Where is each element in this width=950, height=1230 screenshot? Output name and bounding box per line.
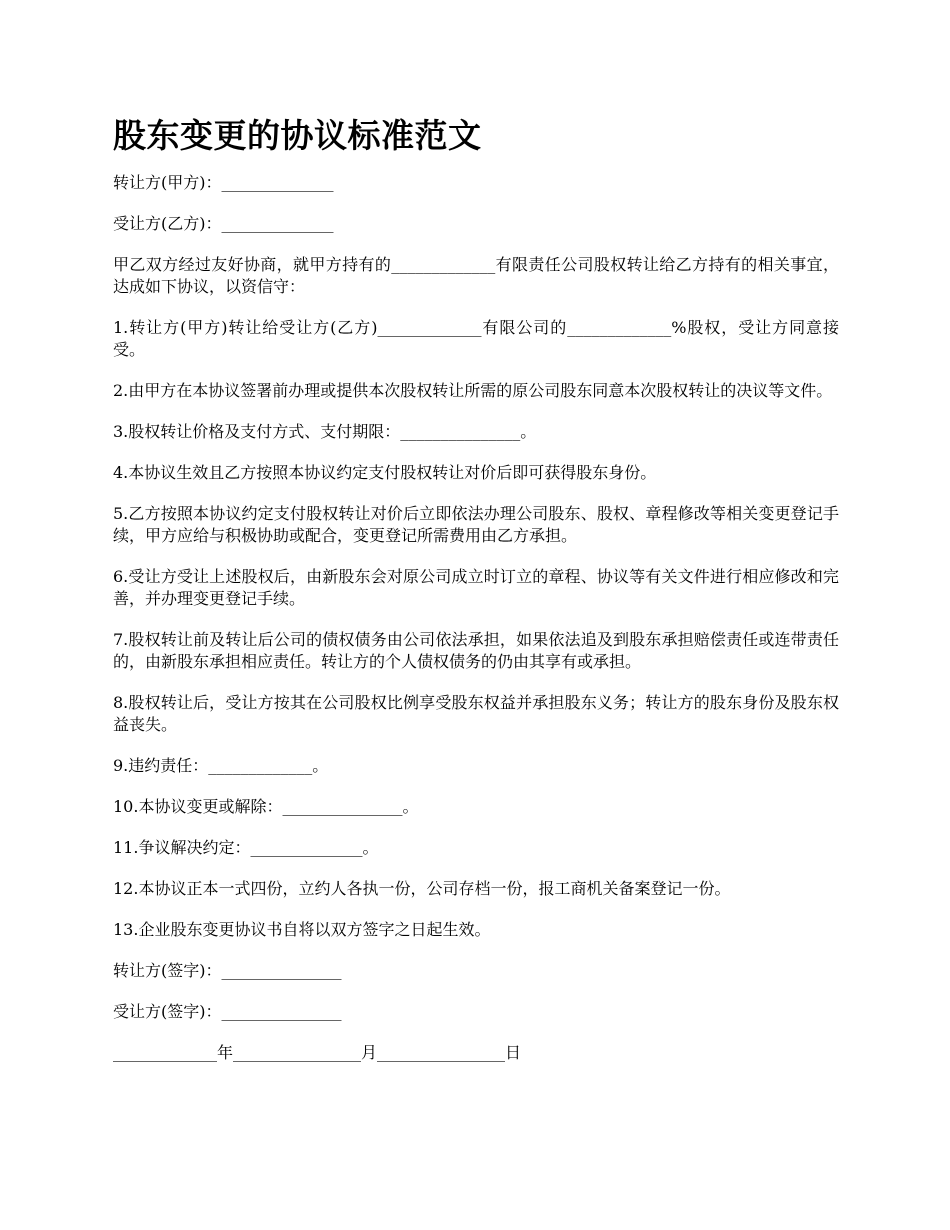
transferor-line: 转让方(甲方)：______________ [113, 173, 334, 192]
clause-8: 8.股权转让后，受让方按其在公司股权比例享受股东权益并承担股东义务；转让方的股东身份及股东权益丧失。 [113, 693, 839, 734]
clause-11: 11.争议解决约定：______________。 [113, 838, 379, 857]
clause-12: 12.本协议正本一式四份，立约人各执一份，公司存档一份，报工商机关备案登记一份。 [113, 879, 731, 898]
transferee-signature-line: 受让方(签字)：_______________ [113, 1002, 342, 1021]
clause-4: 4.本协议生效且乙方按照本协议约定支付股权转让对价后即可获得股东身份。 [113, 463, 657, 482]
clause-13: 13.企业股东变更协议书自将以双方签字之日起生效。 [113, 920, 491, 939]
transferor-signature-line: 转让方(签字)：_______________ [113, 961, 342, 980]
clause-5: 5.乙方按照本协议约定支付股权转让对价后立即依法办理公司股东、股权、章程修改等相关变更登记手续，甲方应给与积极协助或配合，变更登记所需费用由乙方承担。 [113, 504, 839, 545]
clause-1: 1.转让方(甲方)转让给受让方(乙方)_____________有限公司的_____________%股权，受让方同意接受。 [113, 318, 839, 359]
clause-6: 6.受让方受让上述股权后，由新股东会对原公司成立时订立的章程、协议等有关文件进行相应修改和完善，并办理变更登记手续。 [113, 567, 839, 608]
document-page [113, 112, 839, 1083]
document-title: 股东变更的协议标准范文 [113, 116, 482, 155]
clause-10: 10.本协议变更或解除：_______________。 [113, 797, 419, 816]
clause-7: 7.股权转让前及转让后公司的债权债务由公司依法承担，如果依法追及到股东承担赔偿责任或连带责任的，由新股东承担相应责任。转让方的个人债权债务的仍由其享有或承担。 [113, 630, 839, 671]
intro-paragraph: 甲乙双方经过友好协商，就甲方持有的_____________有限责任公司股权转让给乙方持有的相关事宜，达成如下协议，以资信守： [113, 255, 839, 296]
clause-2: 2.由甲方在本协议签署前办理或提供本次股权转让所需的原公司股东同意本次股权转让的决议等文件。 [113, 381, 833, 400]
transferee-line: 受让方(乙方)：______________ [113, 214, 334, 233]
clause-9: 9.违约责任：_____________。 [113, 756, 329, 775]
clause-3: 3.股权转让价格及支付方式、支付期限：_______________。 [113, 422, 537, 441]
date-line: _____________年________________月________________日 [113, 1043, 522, 1062]
